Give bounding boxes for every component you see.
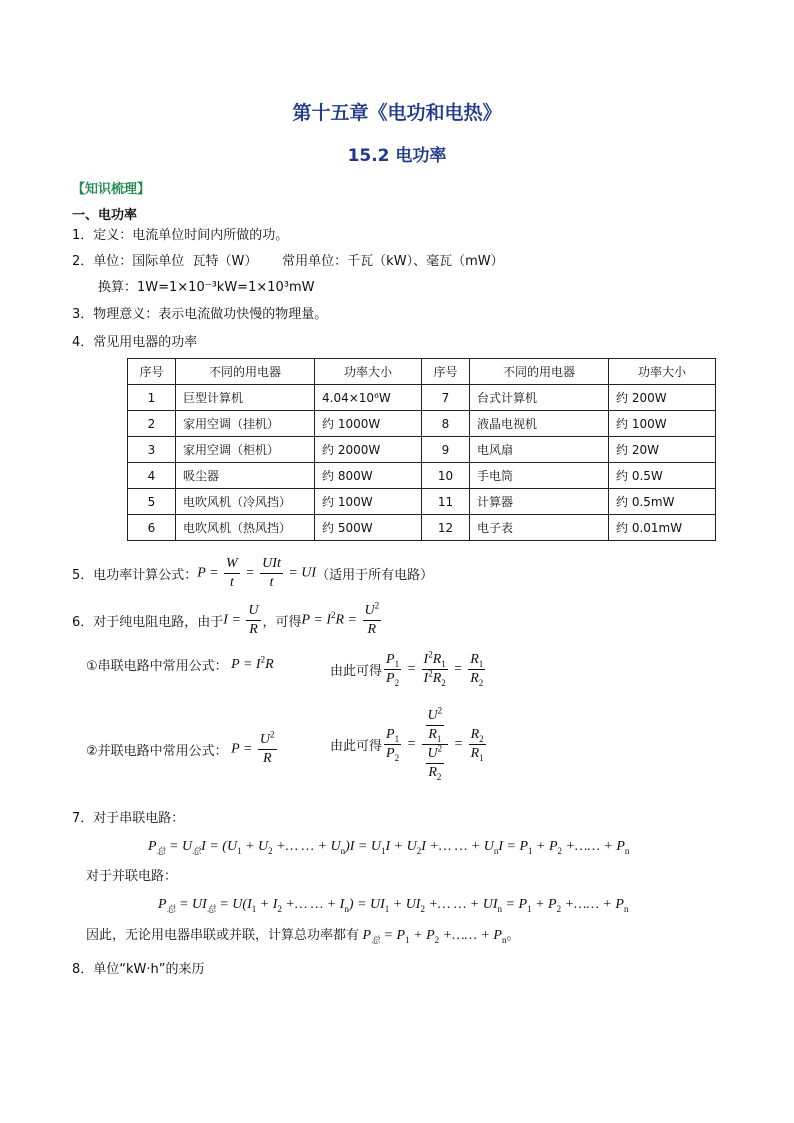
derive-label: 由此可得 (330, 739, 383, 754)
table-cell: 4 (128, 463, 176, 489)
table-header: 功率大小 (315, 359, 422, 385)
parallel-label: ②并联电路中常用公式： (86, 744, 228, 759)
formula-note: （适用于所有电路） (316, 568, 434, 583)
table-cell: 9 (422, 437, 470, 463)
table-header: 序号 (422, 359, 470, 385)
parallel-total-power-formula: $P_总 = UI_总 = U(I_1 + I_2$ +… … + $I_n) = UI_1 + UI_2$ +… … + $UI_n = P_1 + P_2$ +…… + $P_n$ (158, 897, 629, 914)
item-meaning: 3．物理意义：表示电流做功快慢的物理量。 (72, 307, 328, 322)
item-parallel-formula (86, 729, 279, 767)
chapter-title: 第十五章《电功和电热》 (292, 102, 502, 124)
item-pure-resistive (72, 600, 383, 638)
item-unit: 2．单位：国际单位 瓦特（W） 常用单位：千瓦（kW）、毫瓦（mW） (72, 254, 504, 269)
table-cell: 2 (128, 411, 176, 437)
parallel-ratio (330, 705, 488, 782)
pure-mid: ，可得 (262, 615, 302, 630)
table-row (128, 489, 716, 515)
table-cell: 10 (422, 463, 470, 489)
table-cell: 3 (128, 437, 176, 463)
table-row (128, 463, 716, 489)
table-cell: 家用空调（挂机） (176, 411, 315, 437)
table-cell: 电风扇 (470, 437, 609, 463)
table-cell: 约 2000W (315, 437, 422, 463)
table-cell: 电吹风机（热风挡） (176, 515, 315, 541)
item-power-formula (72, 556, 433, 591)
table-cell: 7 (422, 385, 470, 411)
series-total-power-formula: $P_总 = U_总I = (U_1 + U_2$ +… … + $U_n)I = U_1I + U_2I$ +… … + $U_nI = P_1 + P_2$ +…… + $P_n$ (148, 839, 630, 856)
formula-label: 5．电功率计算公式： (72, 568, 198, 583)
item-parallel-circuit: 对于并联电路： (86, 869, 178, 884)
item-conclusion (86, 927, 520, 945)
item-series-formula (86, 655, 274, 674)
table-cell: 6 (128, 515, 176, 541)
parallel-ratio-formula: $\frac{P_1}{P_2}$ = $\frac{\frac{U^2}{R_1}}{\frac{U^2}{R_2}}$ = $\frac{R_2}{R_1}$ (386, 705, 484, 782)
power-table (127, 358, 716, 541)
table-header: 功率大小 (609, 359, 716, 385)
table-cell: 电吹风机（冷风挡） (176, 489, 315, 515)
table-cell: 约 100W (609, 411, 716, 437)
section-title: 15.2 电功率 (347, 146, 447, 166)
table-header: 不同的用电器 (176, 359, 315, 385)
table-cell: 约 0.5mW (609, 489, 716, 515)
series-ratio-formula: $\frac{P_1}{P_2}$ = $\frac{I^2R_1}{I^2R_2}$ = $\frac{R_1}{R_2}$ (386, 649, 484, 688)
table-cell: 家用空调（柜机） (176, 437, 315, 463)
table-cell: 约 0.01mW (609, 515, 716, 541)
table-cell: 吸尘器 (176, 463, 315, 489)
table-cell: 11 (422, 489, 470, 515)
table-cell: 约 500W (315, 515, 422, 541)
table-cell: 约 200W (609, 385, 716, 411)
item-conversion: 换算：1W=1×10⁻³kW=1×10³mW (98, 280, 315, 295)
table-cell: 约 20W (609, 437, 716, 463)
series-ratio (330, 649, 487, 688)
table-row (128, 437, 716, 463)
table-cell: 8 (422, 411, 470, 437)
item-common-power: 4．常见用电器的功率 (72, 335, 198, 350)
table-cell: 巨型计算机 (176, 385, 315, 411)
pure-power-formula: $P = I^2R$ = $\frac{U^2}{R}$ (301, 600, 380, 637)
table-cell: 约 100W (315, 489, 422, 515)
item-series-circuit: 7．对于串联电路： (72, 811, 185, 826)
parallel-power-formula: P = $\frac{U^2}{R}$ (231, 729, 275, 766)
table-row (128, 385, 716, 411)
table-header-row (128, 359, 716, 385)
table-cell: 电子表 (470, 515, 609, 541)
pure-label: 6．对于纯电阻电路，由于 (72, 615, 224, 630)
series-label: ①串联电路中常用公式： (86, 659, 228, 674)
table-cell: 约 1000W (315, 411, 422, 437)
power-formula: P = $\frac{W}{t}$ = $\frac{\text{UIt}}{t}$ = UI (197, 556, 317, 590)
table-row (128, 411, 716, 437)
table-cell: 手电筒 (470, 463, 609, 489)
table-cell: 5 (128, 489, 176, 515)
table-cell: 约 800W (315, 463, 422, 489)
table-cell: 计算器 (470, 489, 609, 515)
derive-label: 由此可得 (330, 664, 383, 679)
table-header: 序号 (128, 359, 176, 385)
knowledge-tag: 【知识梳理】 (72, 182, 151, 197)
conclusion-text: 因此，无论用电器串联或并联，计算总功率都有 (86, 928, 360, 943)
table-cell: 12 (422, 515, 470, 541)
total-power-formula: $P_总 = P_1 + P_2$ +…… + $P_n$ (362, 928, 507, 945)
item-definition: 1．定义：电流单位时间内所做的功。 (72, 228, 289, 243)
table-cell: 1 (128, 385, 176, 411)
series-power-formula: $P = I^2R$ (231, 653, 274, 672)
table-cell: 约 0.5W (609, 463, 716, 489)
item-unit-origin: 8．单位“kW·h”的来历 (72, 962, 205, 977)
table-cell: 液晶电视机 (470, 411, 609, 437)
heading-electric-power: 一、电功率 (72, 208, 138, 223)
table-cell: 台式计算机 (470, 385, 609, 411)
conclusion-end: 。 (506, 928, 520, 943)
table-cell: 4.04×10⁶W (315, 385, 422, 411)
table-header: 不同的用电器 (470, 359, 609, 385)
table-row (128, 515, 716, 541)
ohm-law-formula: I = $\frac{U}{R}$ (223, 603, 259, 637)
